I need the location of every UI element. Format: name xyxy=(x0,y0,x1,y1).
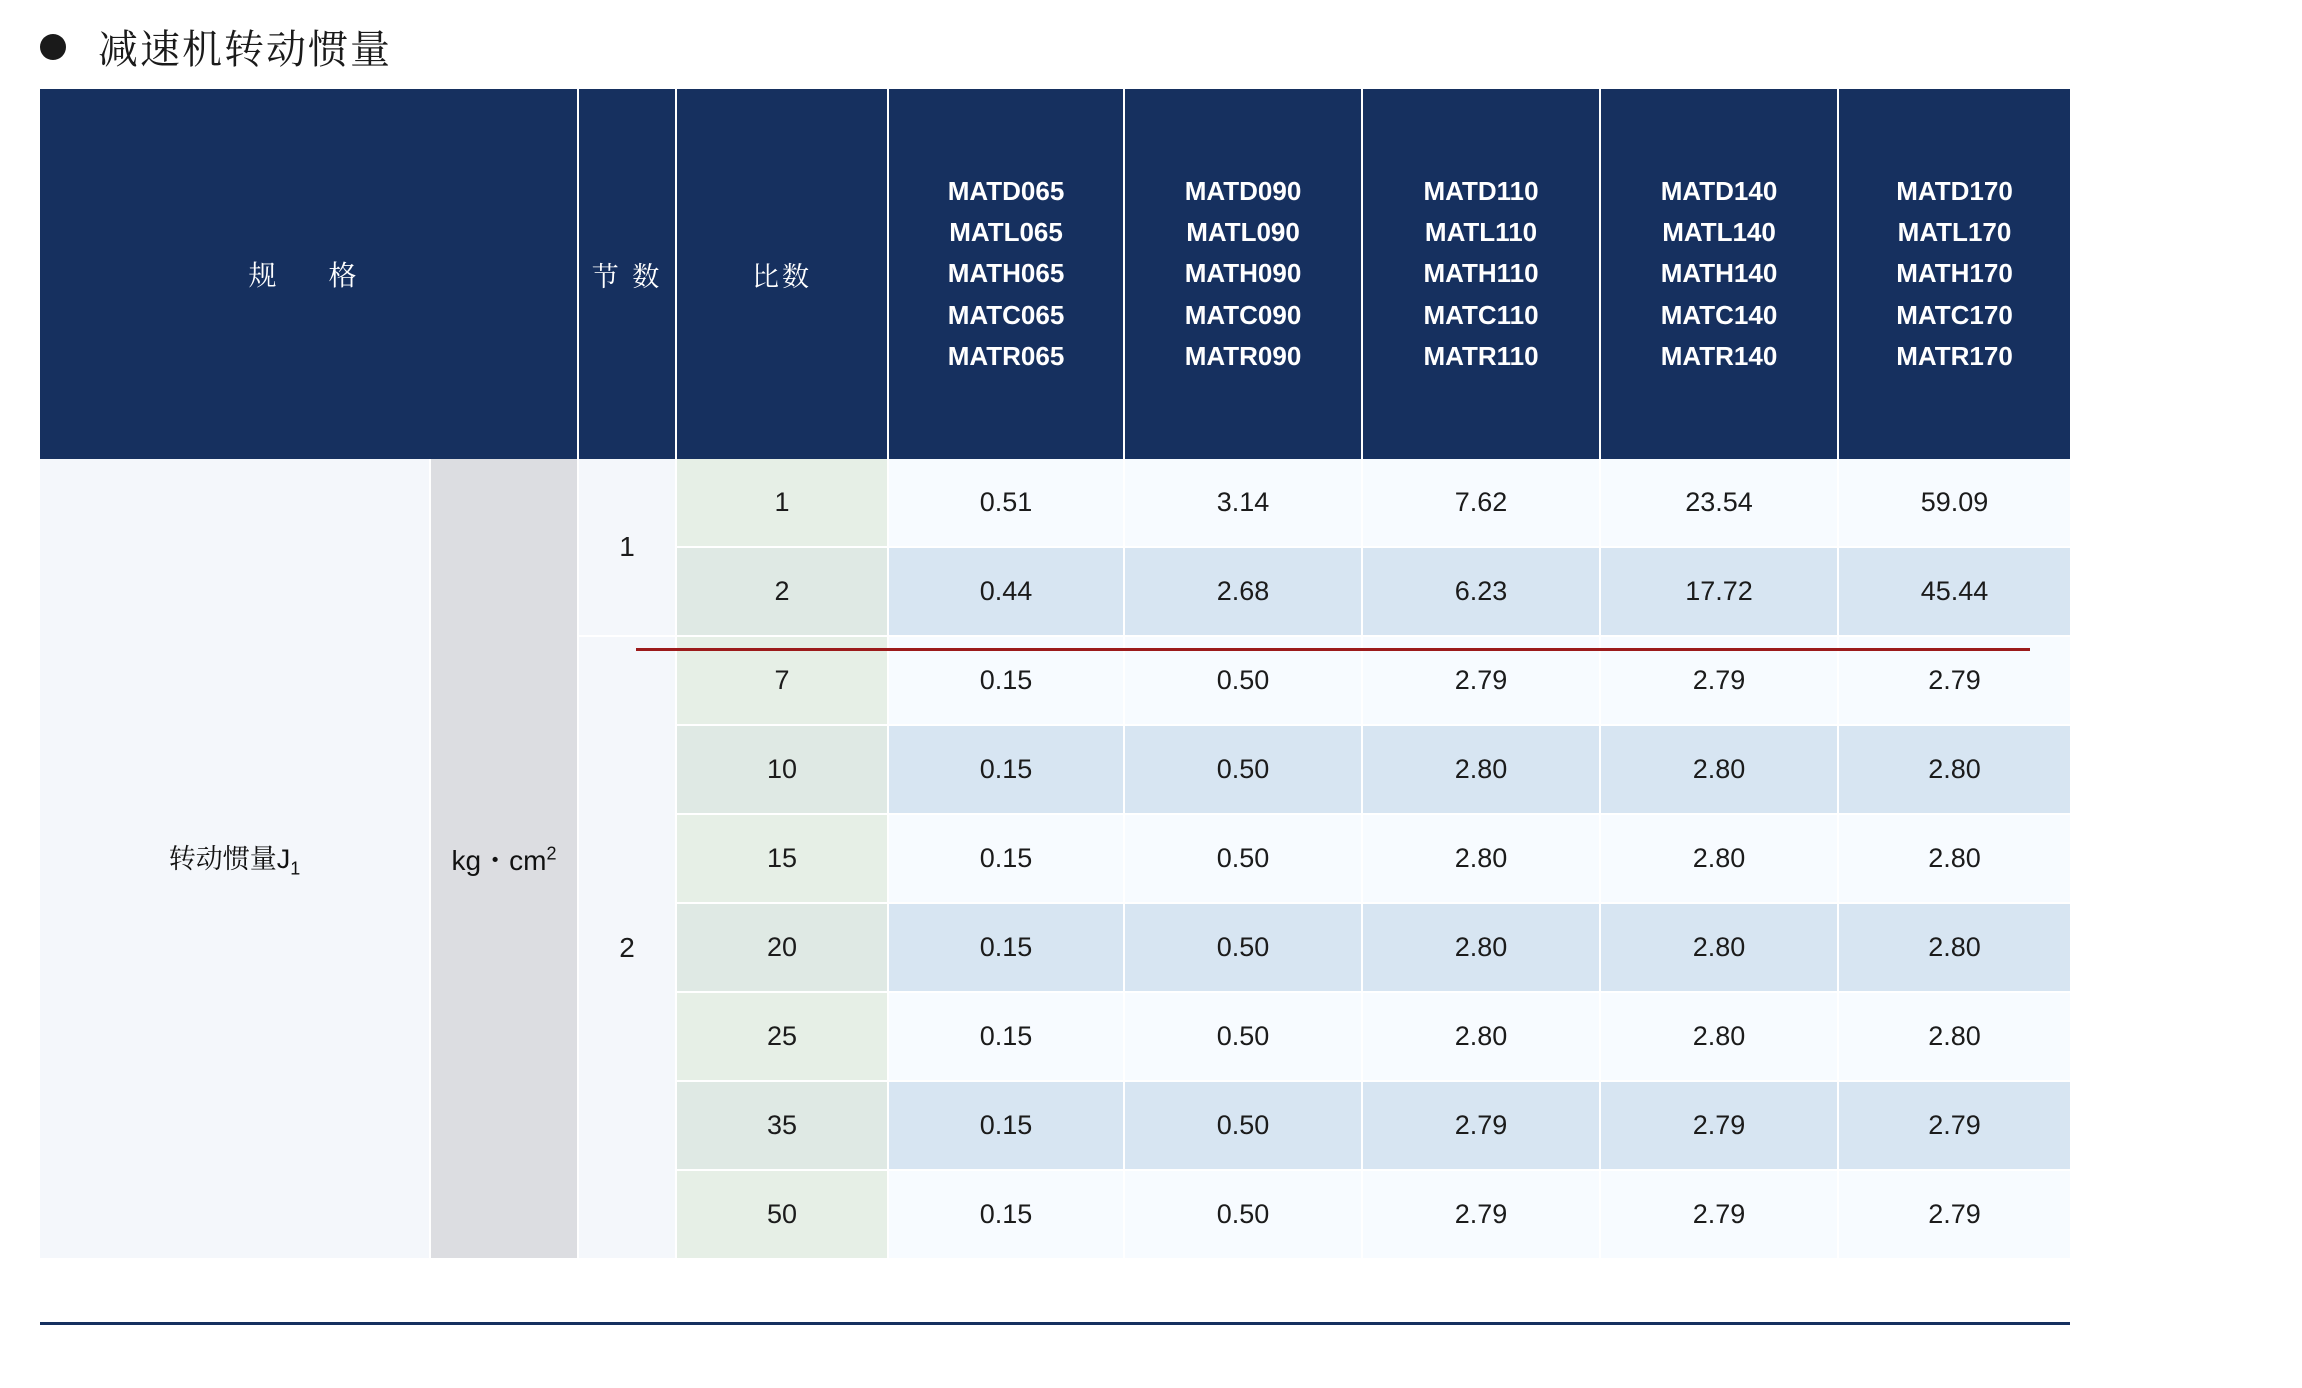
data-cell: 0.50 xyxy=(1124,903,1362,992)
model-line: MATR140 xyxy=(1660,340,1778,371)
inertia-table xyxy=(40,89,2070,1260)
model-line: MATC090 xyxy=(1184,299,1302,330)
data-cell: 2.80 xyxy=(1362,725,1600,814)
page-title xyxy=(0,0,2302,89)
model-line: MATR090 xyxy=(1184,340,1302,371)
model-line: MATL065 xyxy=(949,217,1063,248)
header-model-170 xyxy=(1838,89,2070,459)
table-body xyxy=(40,459,2070,1259)
data-cell: 2.80 xyxy=(1362,814,1600,903)
data-cell: 2.79 xyxy=(1600,1081,1838,1170)
header-model-140 xyxy=(1600,89,1838,459)
data-cell: 0.50 xyxy=(1124,992,1362,1081)
data-cell: 2.79 xyxy=(1838,636,2070,725)
model-line: MATD170 xyxy=(1896,176,2013,207)
data-cell: 0.50 xyxy=(1124,1081,1362,1170)
ratio-value: 25 xyxy=(676,992,888,1081)
data-cell: 2.80 xyxy=(1362,992,1600,1081)
model-line: MATL170 xyxy=(1897,217,2012,248)
inertia-table-wrapper xyxy=(40,89,2070,1260)
ratio-value: 15 xyxy=(676,814,888,903)
model-line: MATL090 xyxy=(1186,217,1300,248)
data-cell: 45.44 xyxy=(1838,547,2070,636)
model-line: MATR170 xyxy=(1896,340,2013,371)
data-cell: 0.44 xyxy=(888,547,1124,636)
model-line: MATD140 xyxy=(1660,176,1778,207)
data-cell: 0.15 xyxy=(888,814,1124,903)
header-ratio: 比数 xyxy=(676,89,888,459)
data-cell: 2.80 xyxy=(1838,992,2070,1081)
data-cell: 7.62 xyxy=(1362,459,1600,547)
model-line: MATH110 xyxy=(1423,258,1539,289)
data-cell: 2.80 xyxy=(1362,903,1600,992)
data-cell: 6.23 xyxy=(1362,547,1600,636)
data-cell: 2.79 xyxy=(1838,1081,2070,1170)
data-cell: 3.14 xyxy=(1124,459,1362,547)
data-cell: 2.79 xyxy=(1600,636,1838,725)
data-cell: 0.15 xyxy=(888,1170,1124,1259)
data-cell: 2.79 xyxy=(1362,636,1600,725)
header-row xyxy=(40,89,2070,459)
data-cell: 23.54 xyxy=(1600,459,1838,547)
model-line: MATL110 xyxy=(1424,217,1538,248)
ratio-value: 35 xyxy=(676,1081,888,1170)
bottom-rule xyxy=(40,1322,2070,1325)
model-line: MATC110 xyxy=(1423,299,1539,330)
ratio-value: 1 xyxy=(676,459,888,547)
data-cell: 0.50 xyxy=(1124,814,1362,903)
model-line: MATH090 xyxy=(1184,258,1302,289)
ratio-value: 50 xyxy=(676,1170,888,1259)
ratio-value: 20 xyxy=(676,903,888,992)
model-line: MATR065 xyxy=(947,340,1065,371)
data-cell: 2.80 xyxy=(1838,903,2070,992)
model-line: MATC065 xyxy=(947,299,1065,330)
ratio-value: 2 xyxy=(676,547,888,636)
data-cell: 2.79 xyxy=(1362,1081,1600,1170)
data-cell: 2.68 xyxy=(1124,547,1362,636)
model-line: MATD110 xyxy=(1423,176,1539,207)
data-cell: 0.15 xyxy=(888,1081,1124,1170)
section-divider-line xyxy=(636,648,2030,651)
model-line: MATC140 xyxy=(1660,299,1778,330)
unit-superscript: 2 xyxy=(546,843,557,864)
data-cell: 2.80 xyxy=(1600,814,1838,903)
data-cell: 0.50 xyxy=(1124,725,1362,814)
data-cell: 2.79 xyxy=(1600,1170,1838,1259)
data-cell: 0.51 xyxy=(888,459,1124,547)
page-title-text: 减速机转动惯量 xyxy=(98,28,392,72)
data-cell: 0.15 xyxy=(888,636,1124,725)
row-label-subscript: 1 xyxy=(290,858,301,879)
model-line: MATR110 xyxy=(1423,340,1539,371)
data-cell: 0.50 xyxy=(1124,1170,1362,1259)
row-label-text: 转动惯量J xyxy=(168,844,291,875)
data-cell: 2.80 xyxy=(1600,992,1838,1081)
data-cell: 17.72 xyxy=(1600,547,1838,636)
row-label-inertia xyxy=(40,459,430,1259)
header-model-065 xyxy=(888,89,1124,459)
ratio-value: 10 xyxy=(676,725,888,814)
model-line: MATH065 xyxy=(947,258,1065,289)
data-cell: 2.80 xyxy=(1600,903,1838,992)
section-count-2: 2 xyxy=(578,636,676,1259)
section-count-1: 1 xyxy=(578,459,676,636)
data-cell: 0.50 xyxy=(1124,636,1362,725)
data-cell: 2.79 xyxy=(1362,1170,1600,1259)
bullet-icon xyxy=(40,34,66,60)
model-line: MATD065 xyxy=(947,176,1065,207)
header-model-090 xyxy=(1124,89,1362,459)
model-line: MATH170 xyxy=(1896,258,2013,289)
header-spec: 规 格 xyxy=(40,89,578,459)
header-sections: 节 数 xyxy=(578,89,676,459)
data-cell: 0.15 xyxy=(888,725,1124,814)
data-cell: 59.09 xyxy=(1838,459,2070,547)
table-head xyxy=(40,89,2070,459)
header-model-110 xyxy=(1362,89,1600,459)
table-row xyxy=(40,459,2070,547)
data-cell: 2.80 xyxy=(1838,814,2070,903)
model-line: MATL140 xyxy=(1662,217,1776,248)
data-cell: 2.79 xyxy=(1838,1170,2070,1259)
model-line: MATH140 xyxy=(1660,258,1778,289)
data-cell: 2.80 xyxy=(1838,725,2070,814)
model-line: MATC170 xyxy=(1896,299,2013,330)
unit-cell xyxy=(430,459,578,1259)
data-cell: 2.80 xyxy=(1600,725,1838,814)
unit-text: kg・cm xyxy=(451,844,547,876)
data-cell: 0.15 xyxy=(888,903,1124,992)
data-cell: 0.15 xyxy=(888,992,1124,1081)
ratio-value: 7 xyxy=(676,636,888,725)
model-line: MATD090 xyxy=(1184,176,1302,207)
